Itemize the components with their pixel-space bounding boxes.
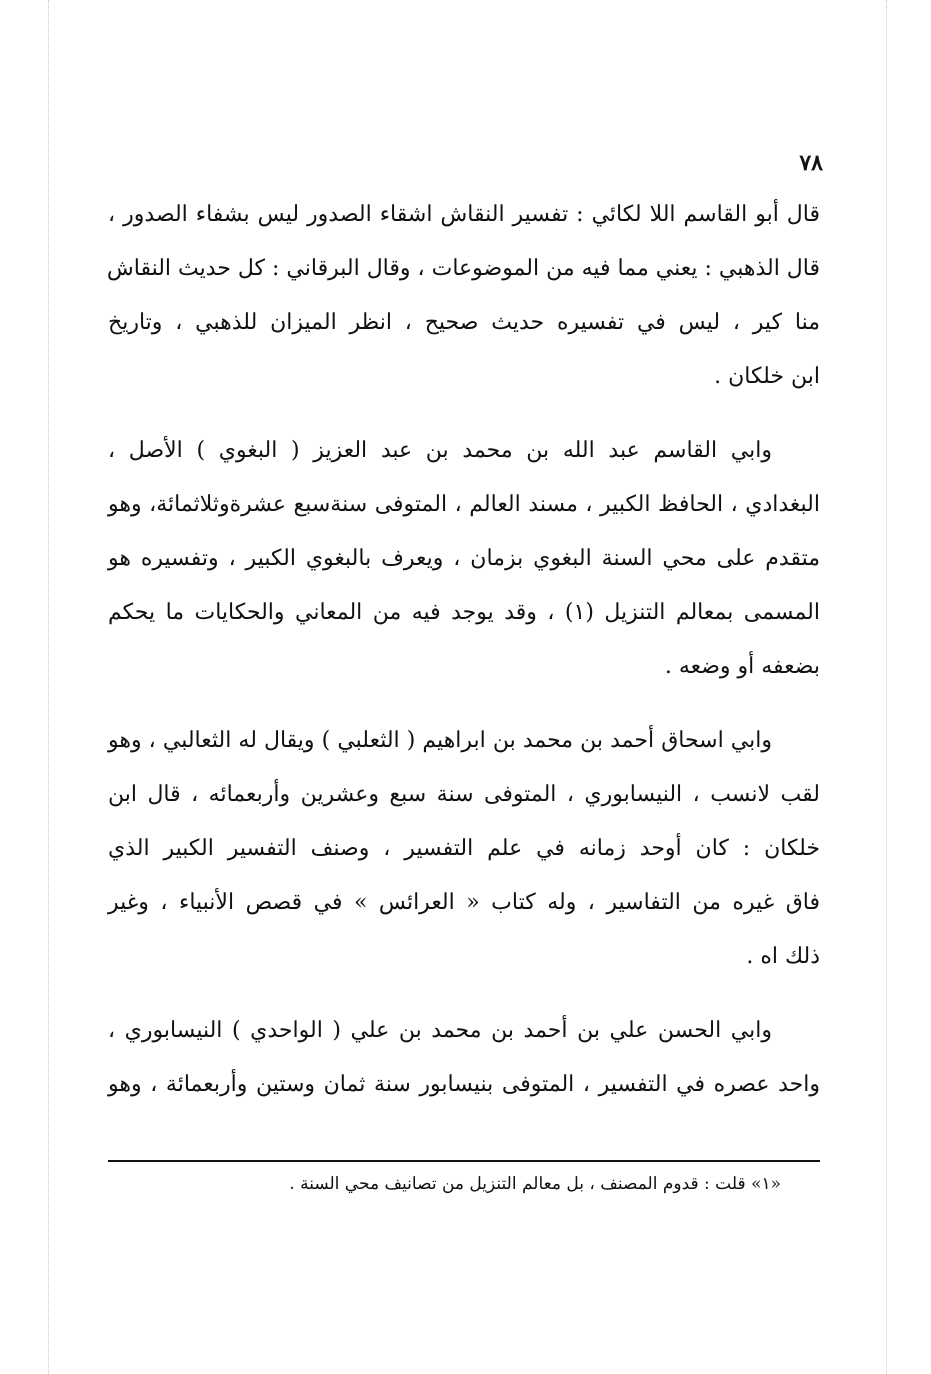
- text-line: وابي القاسم عبد الله بن محمد بن عبد العزيز ( البغوي ) الأصل ،: [108, 438, 772, 463]
- page-number: ٧٨: [799, 150, 823, 176]
- text-line: المسمى بمعالم التنزيل (١) ، وقد يوجد فيه من المعاني والحكايات ما يحكم: [108, 600, 820, 625]
- text-line: وابي الحسن علي بن أحمد بن محمد بن علي ( الواحدي ) النيسابوري ،: [108, 1018, 772, 1043]
- text-line: لقب لانسب ، النيسابوري ، المتوفى سنة سبع وعشرين وأربعمائه ، قال ابن: [108, 782, 820, 807]
- footnote-separator: [108, 1160, 820, 1162]
- text-line: قال أبو القاسم اللا لكائي : تفسير النقاش اشقاء الصدور ليس بشفاء الصدور ،: [108, 202, 820, 227]
- text-line: قال الذهبي : يعني مما فيه من الموضوعات ، وقال البرقاني : كل حديث النقاش: [106, 256, 820, 281]
- text-line: متقدم على محي السنة البغوي بزمان ، ويعرف بالبغوي الكبير ، وتفسيره هو: [108, 546, 820, 571]
- text-line: البغدادي ، الحافظ الكبير ، مسند العالم ، المتوفى سنةسبع عشرةوثلاثمائة، وهو: [108, 492, 820, 517]
- text-line: خلكان : كان أوحد زمانه في علم التفسير ، وصنف التفسير الكبير الذي: [108, 836, 820, 861]
- body-text: [108, 188, 820, 1132]
- text-line: وابي اسحاق أحمد بن محمد بن ابراهيم ( الثعلبي ) ويقال له الثعالبي ، وهو: [108, 728, 772, 753]
- text-line: ذلك اه .: [746, 944, 820, 969]
- footnote: «١» قلت : قدوم المصنف ، بل معالم التنزيل من تصانيف محي السنة .: [289, 1174, 781, 1194]
- paragraph-2: [108, 424, 820, 694]
- left-margin-dotted-line: [48, 0, 49, 1374]
- text-line: واحد عصره في التفسير ، المتوفى بنيسابور سنة ثمان وستين وأربعمائة ، وهو: [108, 1072, 820, 1097]
- text-line: فاق غيره من التفاسير ، وله كتاب « العرائس » في قصص الأنبياء ، وغير: [108, 890, 820, 915]
- paragraph-4: [108, 1004, 820, 1112]
- paragraph-3: [108, 714, 820, 984]
- paragraph-1: [108, 188, 820, 404]
- right-margin-dotted-line: [886, 0, 887, 1374]
- text-line: بضعفه أو وضعه .: [664, 654, 820, 679]
- text-line: ابن خلكان .: [714, 364, 820, 389]
- text-line: منا كير ، ليس في تفسيره حديث صحيح ، انظر الميزان للذهبي ، وتاريخ: [108, 310, 820, 335]
